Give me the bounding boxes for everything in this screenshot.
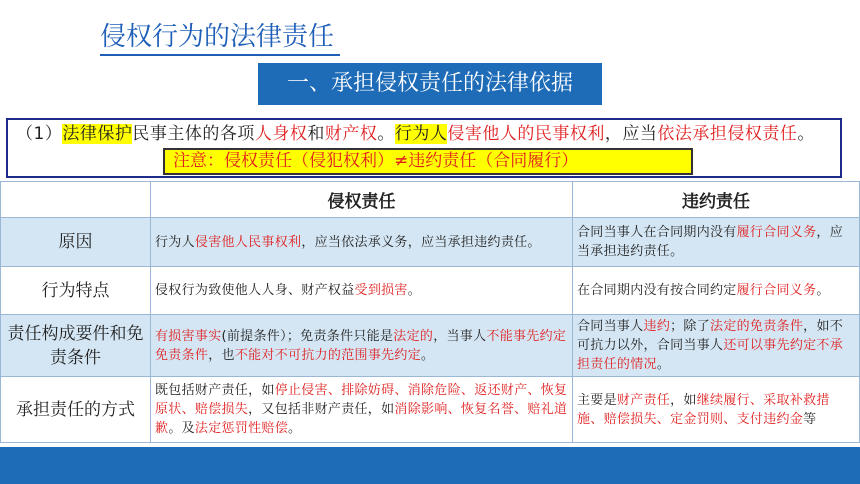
cell-text: 既包括财产责任，如 — [155, 383, 275, 398]
table-row — [1, 377, 860, 443]
header-empty — [1, 182, 151, 218]
highlighted-text: 消除影响、恢复名誉、赔礼道歉 — [155, 402, 568, 436]
cell-text: 侵权行为致使他人人身、财产权益 — [155, 283, 355, 298]
table-header-row — [1, 182, 860, 218]
box-text-5: 和 — [307, 124, 325, 144]
footer-bar — [0, 447, 860, 484]
breach-cell — [573, 218, 860, 267]
box-text-7: 。 — [377, 124, 395, 144]
header-tort-liability: 侵权责任 — [151, 182, 573, 218]
cell-text: ，应当依法承义务，应当承担违约责任。 — [301, 234, 541, 250]
box-text-12: 。 — [797, 124, 815, 144]
page-title: 侵权行为的法律责任 — [100, 22, 340, 56]
cell-text: ，也 — [208, 347, 235, 363]
breach-cell — [573, 377, 860, 443]
row-label: 原因 — [1, 218, 151, 267]
cell-text: 。及 — [168, 421, 195, 436]
table-row — [1, 267, 860, 315]
highlighted-text: 法定的 — [393, 328, 434, 344]
comparison-table — [0, 181, 860, 443]
cell-text: ，当事人 — [433, 328, 487, 344]
cell-text: 。 — [421, 347, 435, 363]
tort-cell — [151, 267, 573, 315]
highlighted-text: 法定惩罚性赔偿 — [194, 421, 289, 436]
highlighted-text: 侵害他人民事权利 — [194, 234, 302, 250]
box-text-8: 行为人 — [394, 124, 448, 144]
cell-text: 。 — [288, 421, 302, 436]
cell-text: ；除了 — [670, 319, 711, 334]
table-row — [1, 315, 860, 377]
row-label: 责任构成要件和免责条件 — [1, 315, 151, 377]
highlighted-text: 履行合同义务 — [736, 225, 817, 240]
box-text-1: （1） — [16, 124, 63, 144]
highlighted-text: 履行合同义务 — [736, 283, 817, 298]
header-breach-liability: 违约责任 — [573, 182, 860, 218]
highlighted-text: 受到损害 — [354, 283, 408, 298]
highlighted-text: 有损害事实 — [155, 328, 222, 344]
section-banner: 一、承担侵权责任的法律依据 — [258, 63, 602, 105]
box-text-3: 民事主体的各项 — [132, 124, 255, 144]
cell-text: 。 — [407, 283, 422, 298]
note-callout: 注意：侵权责任（侵犯权利）≠违约责任（合同履行） — [163, 148, 693, 175]
cell-text: ，又包括非财产责任，如 — [248, 402, 395, 417]
cell-text: ，应当承担违约责任。 — [577, 225, 844, 259]
cell-text: 合同当事人 — [577, 319, 644, 334]
highlighted-text: 还可以事先约定不承担责任的情况 — [577, 338, 844, 372]
box-text-9: 侵害他人的民事权利 — [447, 124, 605, 144]
cell-text: ，如不可抗力以外，合同当事人 — [577, 319, 844, 353]
cell-text: 在合同期内没有按合同约定 — [577, 283, 737, 298]
highlighted-text: 继续履行、采取补救措施、赔偿损失、定金罚则、支付违约金 — [577, 392, 830, 427]
cell-text: 。 — [816, 283, 830, 298]
box-text-10: ，应当 — [604, 124, 658, 144]
cell-text: (前提条件）；免责条件只能是 — [221, 328, 394, 344]
highlighted-text: 财产责任 — [616, 392, 671, 408]
row-label: 行为特点 — [1, 267, 151, 315]
box-text-6: 财产权 — [324, 124, 378, 144]
cell-text: 主要是 — [577, 392, 617, 408]
highlighted-text: 违约 — [643, 319, 671, 334]
tort-cell — [151, 218, 573, 267]
breach-cell — [573, 267, 860, 315]
table-row — [1, 218, 860, 267]
highlighted-text: 法定的免责条件 — [710, 319, 804, 334]
box-text-4: 人身权 — [254, 124, 308, 144]
box-text-11: 依法承担侵权责任 — [657, 124, 798, 144]
cell-text: 等 — [803, 411, 817, 427]
row-label: 承担责任的方式 — [1, 377, 151, 443]
breach-cell — [573, 315, 860, 377]
box-text-2: 法律保护 — [62, 124, 133, 144]
cell-text: 合同当事人在合同期内没有 — [577, 225, 737, 240]
tort-cell — [151, 315, 573, 377]
highlighted-text: 不能对不可抗力的范围事先约定 — [234, 347, 422, 363]
cell-text: 。 — [656, 357, 671, 372]
cell-text: 行为人 — [155, 234, 195, 250]
highlighted-text: 停止侵害、排除妨碍、消除危险、返还财产、恢复原状、赔偿损失 — [155, 383, 568, 417]
tort-cell — [151, 377, 573, 443]
cell-text: ，如 — [670, 392, 697, 408]
highlighted-text: 不能事先约定免责条件 — [155, 328, 567, 363]
